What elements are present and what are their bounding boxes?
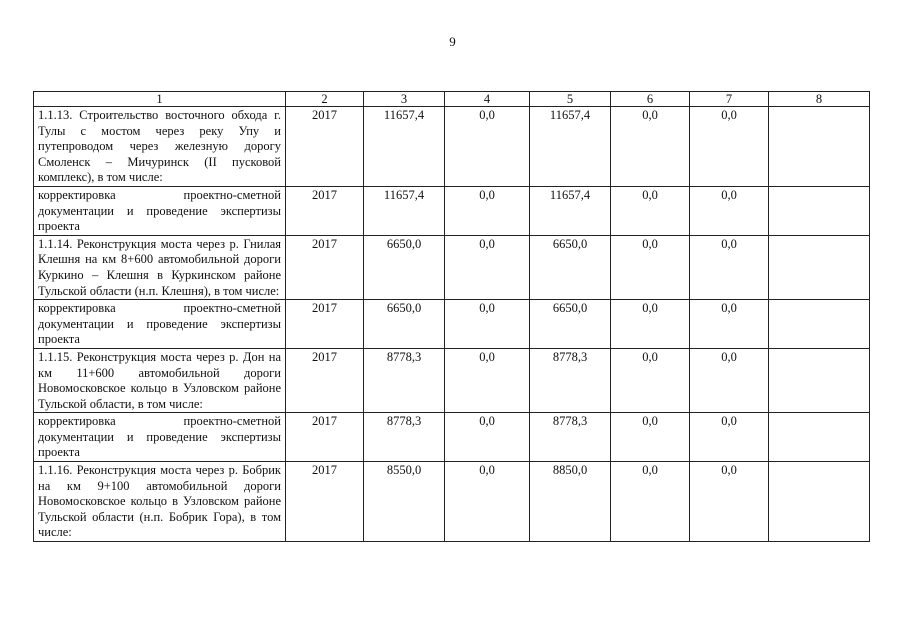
row-col-5: 6650,0 <box>530 235 611 299</box>
row-col-4: 0,0 <box>445 107 530 187</box>
row-col-4: 0,0 <box>445 462 530 542</box>
header-col-2: 2 <box>286 92 364 107</box>
table-row <box>34 186 870 235</box>
row-col-4: 0,0 <box>445 413 530 462</box>
header-col-1: 1 <box>34 92 286 107</box>
row-col-8 <box>769 348 870 412</box>
budget-table <box>33 91 870 542</box>
table-row <box>34 462 870 542</box>
row-col-4: 0,0 <box>445 235 530 299</box>
row-col-8 <box>769 235 870 299</box>
row-year: 2017 <box>286 300 364 349</box>
row-col-5: 11657,4 <box>530 107 611 187</box>
row-year: 2017 <box>286 413 364 462</box>
row-col-3: 8550,0 <box>364 462 445 542</box>
row-col-3: 6650,0 <box>364 300 445 349</box>
page-number: 9 <box>449 34 456 49</box>
row-col-7: 0,0 <box>690 235 769 299</box>
row-year: 2017 <box>286 186 364 235</box>
row-description: 1.1.14. Реконструкция моста через р. Гнилая Клешня на км 8+600 автомобильной дороги Куркино – Клешня в Куркинском районе Тульской области (н.п. Клешня), в том числе: <box>34 235 286 299</box>
row-col-7: 0,0 <box>690 186 769 235</box>
row-col-4: 0,0 <box>445 348 530 412</box>
row-description: 1.1.13. Строительство восточного обхода г. Тулы с мостом через реку Упу и путепроводом через железную дорогу Смоленск – Мичуринск (II пусковой комплекс), в том числе: <box>34 107 286 187</box>
row-col-7: 0,0 <box>690 107 769 187</box>
row-col-5: 11657,4 <box>530 186 611 235</box>
row-col-4: 0,0 <box>445 186 530 235</box>
row-description: корректировка проектно-сметной документации и проведение экспертизы проекта <box>34 300 286 349</box>
row-description: 1.1.15. Реконструкция моста через р. Дон на км 11+600 автомобильной дороги Новомосковское кольцо в Узловском районе Тульской области, в том числе: <box>34 348 286 412</box>
row-year: 2017 <box>286 107 364 187</box>
row-col-5: 8778,3 <box>530 413 611 462</box>
row-year: 2017 <box>286 235 364 299</box>
row-col-7: 0,0 <box>690 348 769 412</box>
header-col-6: 6 <box>611 92 690 107</box>
row-col-8 <box>769 413 870 462</box>
row-col-3: 6650,0 <box>364 235 445 299</box>
row-description: корректировка проектно-сметной документации и проведение экспертизы проекта <box>34 186 286 235</box>
header-col-5: 5 <box>530 92 611 107</box>
table-row <box>34 235 870 299</box>
row-description: 1.1.16. Реконструкция моста через р. Бобрик на км 9+100 автомобильной дороги Новомосковское кольцо в Узловском районе Тульской области (н.п. Бобрик Гора), в том числе: <box>34 462 286 542</box>
row-col-6: 0,0 <box>611 235 690 299</box>
table-row <box>34 348 870 412</box>
row-description: корректировка проектно-сметной документации и проведение экспертизы проекта <box>34 413 286 462</box>
row-col-6: 0,0 <box>611 300 690 349</box>
row-col-8 <box>769 107 870 187</box>
row-year: 2017 <box>286 348 364 412</box>
row-col-8 <box>769 300 870 349</box>
row-col-7: 0,0 <box>690 413 769 462</box>
row-col-3: 11657,4 <box>364 107 445 187</box>
header-col-3: 3 <box>364 92 445 107</box>
row-col-5: 8850,0 <box>530 462 611 542</box>
row-col-7: 0,0 <box>690 300 769 349</box>
header-row <box>34 92 870 107</box>
row-col-8 <box>769 462 870 542</box>
row-col-6: 0,0 <box>611 413 690 462</box>
header-col-7: 7 <box>690 92 769 107</box>
row-col-6: 0,0 <box>611 186 690 235</box>
row-col-3: 8778,3 <box>364 348 445 412</box>
table-row <box>34 413 870 462</box>
table-row <box>34 300 870 349</box>
header-col-4: 4 <box>445 92 530 107</box>
row-col-6: 0,0 <box>611 348 690 412</box>
row-col-6: 0,0 <box>611 107 690 187</box>
row-col-3: 8778,3 <box>364 413 445 462</box>
header-col-8: 8 <box>769 92 870 107</box>
row-year: 2017 <box>286 462 364 542</box>
row-col-6: 0,0 <box>611 462 690 542</box>
row-col-8 <box>769 186 870 235</box>
row-col-3: 11657,4 <box>364 186 445 235</box>
table-row <box>34 107 870 187</box>
row-col-5: 6650,0 <box>530 300 611 349</box>
row-col-5: 8778,3 <box>530 348 611 412</box>
row-col-4: 0,0 <box>445 300 530 349</box>
row-col-7: 0,0 <box>690 462 769 542</box>
